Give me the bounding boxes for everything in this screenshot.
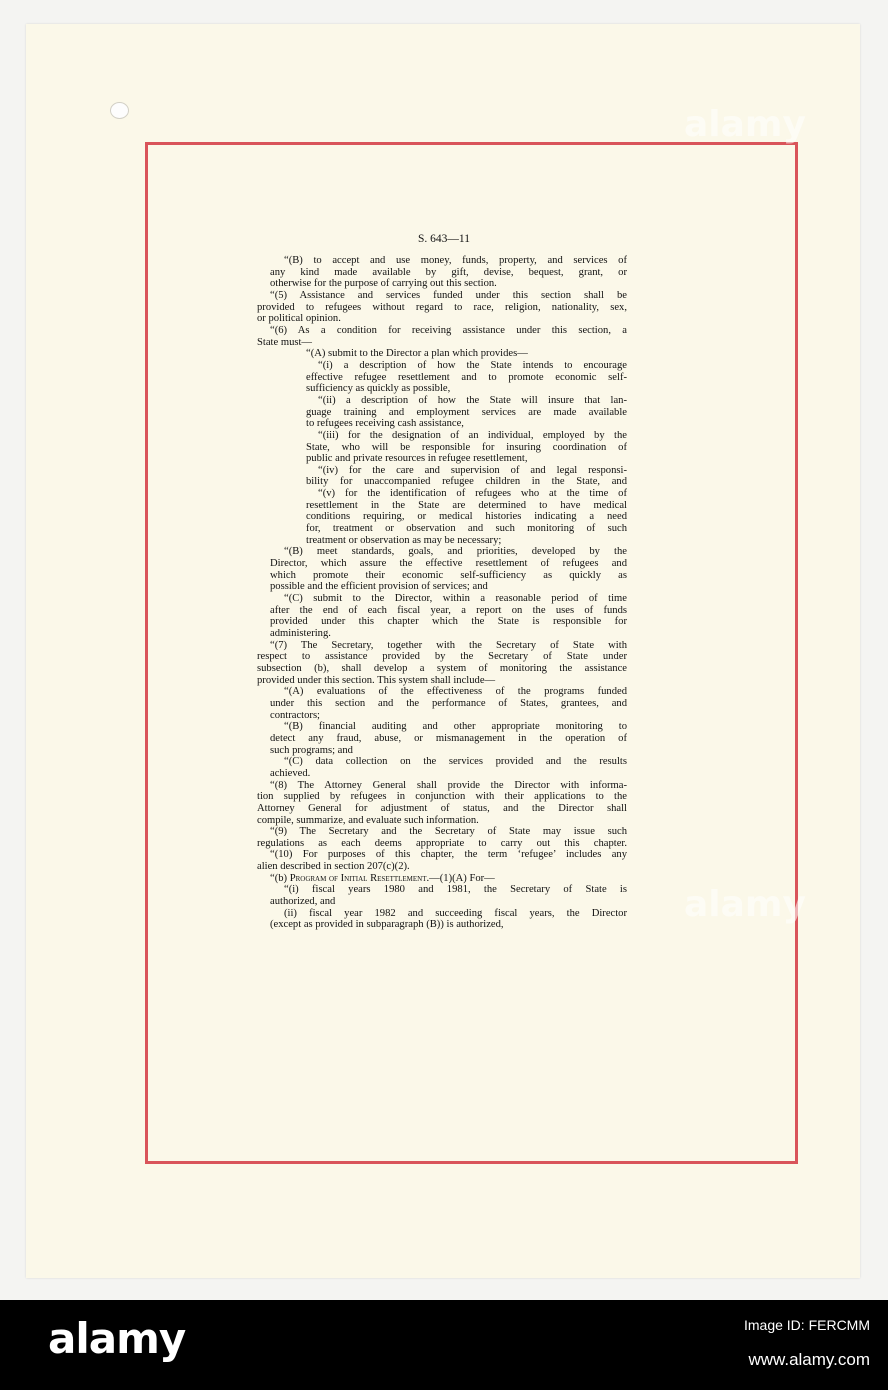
text-line: Attorney General for adjustment of status, and the Director shall	[257, 802, 627, 814]
text-line: “(C) submit to the Director, within a reasonable period of time	[284, 593, 627, 605]
statute-text	[257, 255, 627, 931]
text-line: “(7) The Secretary, together with the Secretary of State with	[270, 639, 627, 651]
text-line: “(A) evaluations of the effectiveness of the programs funded	[284, 686, 627, 698]
text-line: “(B) to accept and use money, funds, property, and services of	[284, 255, 627, 266]
text-line: for, treatment or observation and such monitoring of such	[306, 523, 627, 535]
text-line: provided to refugees without regard to race, religion, nationality, sex,	[257, 301, 627, 313]
text-line: bility for unaccompanied refugee children in the State, and	[306, 476, 627, 488]
text-line: to refugees receiving cash assistance,	[306, 418, 464, 430]
text-line: achieved.	[270, 767, 311, 779]
text-line: “(B) financial auditing and other appropriate monitoring to	[284, 721, 627, 733]
text-line: State, who will be responsible for insuring coordination of	[306, 441, 627, 453]
text-line: such programs; and	[270, 744, 353, 756]
text-line: detect any fraud, abuse, or mismanagement in the operation of	[270, 732, 627, 744]
text-line: after the end of each fiscal year, a report on the uses of funds	[270, 604, 627, 616]
text-line: “(10) For purposes of this chapter, the term ‘refugee’ includes any	[270, 849, 627, 861]
text-line: “(8) The Attorney General shall provide the Director with informa-	[270, 779, 627, 791]
text-line: or political opinion.	[257, 313, 341, 325]
small-caps-heading: Program of Initial Resettlement	[289, 872, 427, 884]
text-line: “(v) for the identification of refugees who at the time of	[318, 488, 627, 500]
text-line: any kind made available by gift, devise, bequest, grant, or	[270, 266, 627, 278]
text-line: “(b) Program of Initial Resettlement.—(1)(A) For—	[270, 872, 495, 884]
text-line: (except as provided in subparagraph (B)) is authorized,	[270, 919, 504, 931]
text-line: “(A) submit to the Director a plan which provides—	[306, 348, 528, 360]
text-line: “(ii) a description of how the State will insure that lan-	[318, 394, 627, 406]
text-line: tion supplied by refugees in conjunction with their applications to the	[257, 791, 627, 803]
text-line: contractors;	[270, 709, 321, 721]
text-line: which promote their economic self-sufficiency as quickly as	[270, 569, 627, 581]
text-line: provided under this section. This system shall include—	[257, 674, 496, 686]
text-line: effective refugee resettlement and to promote economic self-	[306, 371, 627, 383]
text-line: resettlement in the State are determined to have medical	[306, 499, 627, 511]
text-line: sufficiency as quickly as possible,	[306, 383, 451, 395]
text-line: State must—	[257, 336, 313, 348]
stock-footer-bar	[0, 1300, 888, 1390]
text-line: authorized, and	[270, 896, 336, 908]
text-line: respect to assistance provided by the Secretary of State under	[257, 651, 627, 663]
text-line: “(5) Assistance and services funded under this section shall be	[270, 289, 627, 301]
text-line: alien described in section 207(c)(2).	[257, 861, 410, 873]
text-line: “(iii) for the designation of an individual, employed by the	[318, 429, 627, 441]
text-line: regulations as each deems appropriate to carry out this chapter.	[257, 837, 627, 849]
text-line: “(i) fiscal years 1980 and 1981, the Secretary of State is	[284, 884, 627, 896]
watermark: alamy	[684, 104, 806, 145]
text-line: compile, summarize, and evaluate such information.	[257, 814, 479, 826]
text-line: (ii) fiscal year 1982 and succeeding fiscal years, the Director	[284, 907, 627, 919]
punch-hole	[110, 102, 129, 119]
text-line: possible and the efficient provision of services; and	[270, 581, 488, 593]
text-line: “(iv) for the care and supervision of and legal responsi-	[318, 464, 627, 476]
text-line: guage training and employment services are made available	[306, 406, 627, 418]
text-line: “(6) As a condition for receiving assistance under this section, a	[270, 324, 627, 336]
text-line: treatment or observation as may be necessary;	[306, 534, 502, 546]
watermark: alamy	[684, 884, 806, 925]
text-line: Director, which assure the effective resettlement of refugees and	[270, 558, 627, 570]
text-line: “(C) data collection on the services provided and the results	[284, 756, 627, 768]
text-line: public and private resources in refugee resettlement,	[306, 453, 528, 465]
text-line: “(i) a description of how the State intends to encourage	[318, 359, 627, 371]
text-line: under this section and the performance of States, grantees, and	[270, 697, 627, 709]
text-line: conditions requiring, or medical histories indicating a need	[306, 511, 627, 523]
page-heading: S. 643—11	[418, 233, 470, 245]
text-line: otherwise for the purpose of carrying out this section.	[270, 278, 497, 290]
site-url: www.alamy.com	[748, 1350, 870, 1369]
text-line: provided under this chapter which the State is responsible for	[270, 616, 627, 628]
text-line: “(9) The Secretary and the Secretary of State may issue such	[270, 826, 627, 838]
image-id-label: Image ID: FERCMM	[743, 1317, 870, 1333]
text-line: subsection (b), shall develop a system of monitoring the assistance	[257, 662, 627, 674]
text-line: “(B) meet standards, goals, and priorities, developed by the	[284, 546, 627, 558]
alamy-logo: alamy	[48, 1314, 186, 1363]
text-line: administering.	[270, 628, 331, 639]
